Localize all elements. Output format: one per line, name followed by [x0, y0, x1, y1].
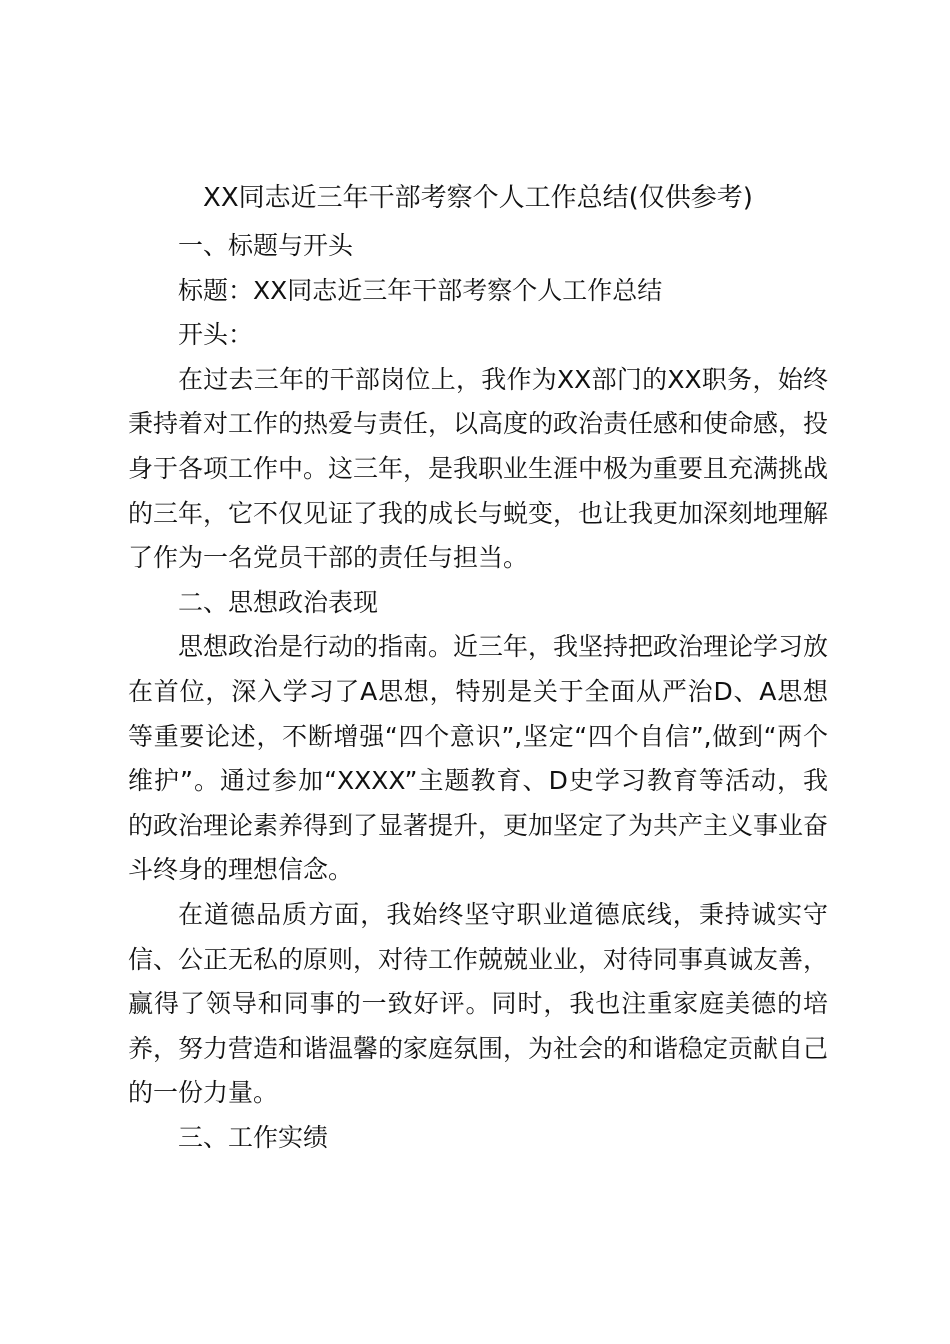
morality-paragraph: 在道德品质方面，我始终坚守职业道德底线，秉持诚实守信、公正无私的原则，对待工作兢兢业业，对待同事真诚友善，赢得了领导和同事的一致好评。同时，我也注重家庭美德的培养，努力营造和谐温馨的家庭氛围，为社会的和谐稳定贡献自己的一份力量。 [128, 899, 829, 1108]
section-heading-title-and-opening: 一、标题与开头 [178, 231, 354, 260]
subtitle-line: 标题：XX同志近三年干部考察个人工作总结 [178, 275, 663, 305]
section-heading-work-achievements: 三、工作实绩 [178, 1122, 329, 1152]
opening-label: 开头： [178, 320, 254, 350]
document-title: XX同志近三年干部考察个人工作总结(仅供参考) [203, 183, 753, 213]
opening-paragraph: 在过去三年的干部岗位上，我作为XX部门的XX职务，始终秉持着对工作的热爱与责任，以高度的政治责任感和使命感，投身于各项工作中。这三年，是我职业生涯中极为重要且充满挑战的三年，它不仅见证了我的成长与蜕变，也让我更加深刻地理解了作为一名党员干部的责任与担当。 [128, 364, 829, 573]
document-body [128, 176, 828, 1160]
section-heading-political-performance: 二、思想政治表现 [178, 587, 379, 617]
politics-paragraph: 思想政治是行动的指南。近三年，我坚持把政治理论学习放在首位，深入学习了A思想，特别是关于全面从严治D、A思想等重要论述，不断增强“四个意识”,坚定“四个自信”,做到“两个维护”。通过参加“XXXX”主题教育、D史学习教育等活动，我的政治理论素养得到了显著提升，更加坚定了为共产主义事业奋斗终身的理想信念。 [128, 632, 829, 885]
